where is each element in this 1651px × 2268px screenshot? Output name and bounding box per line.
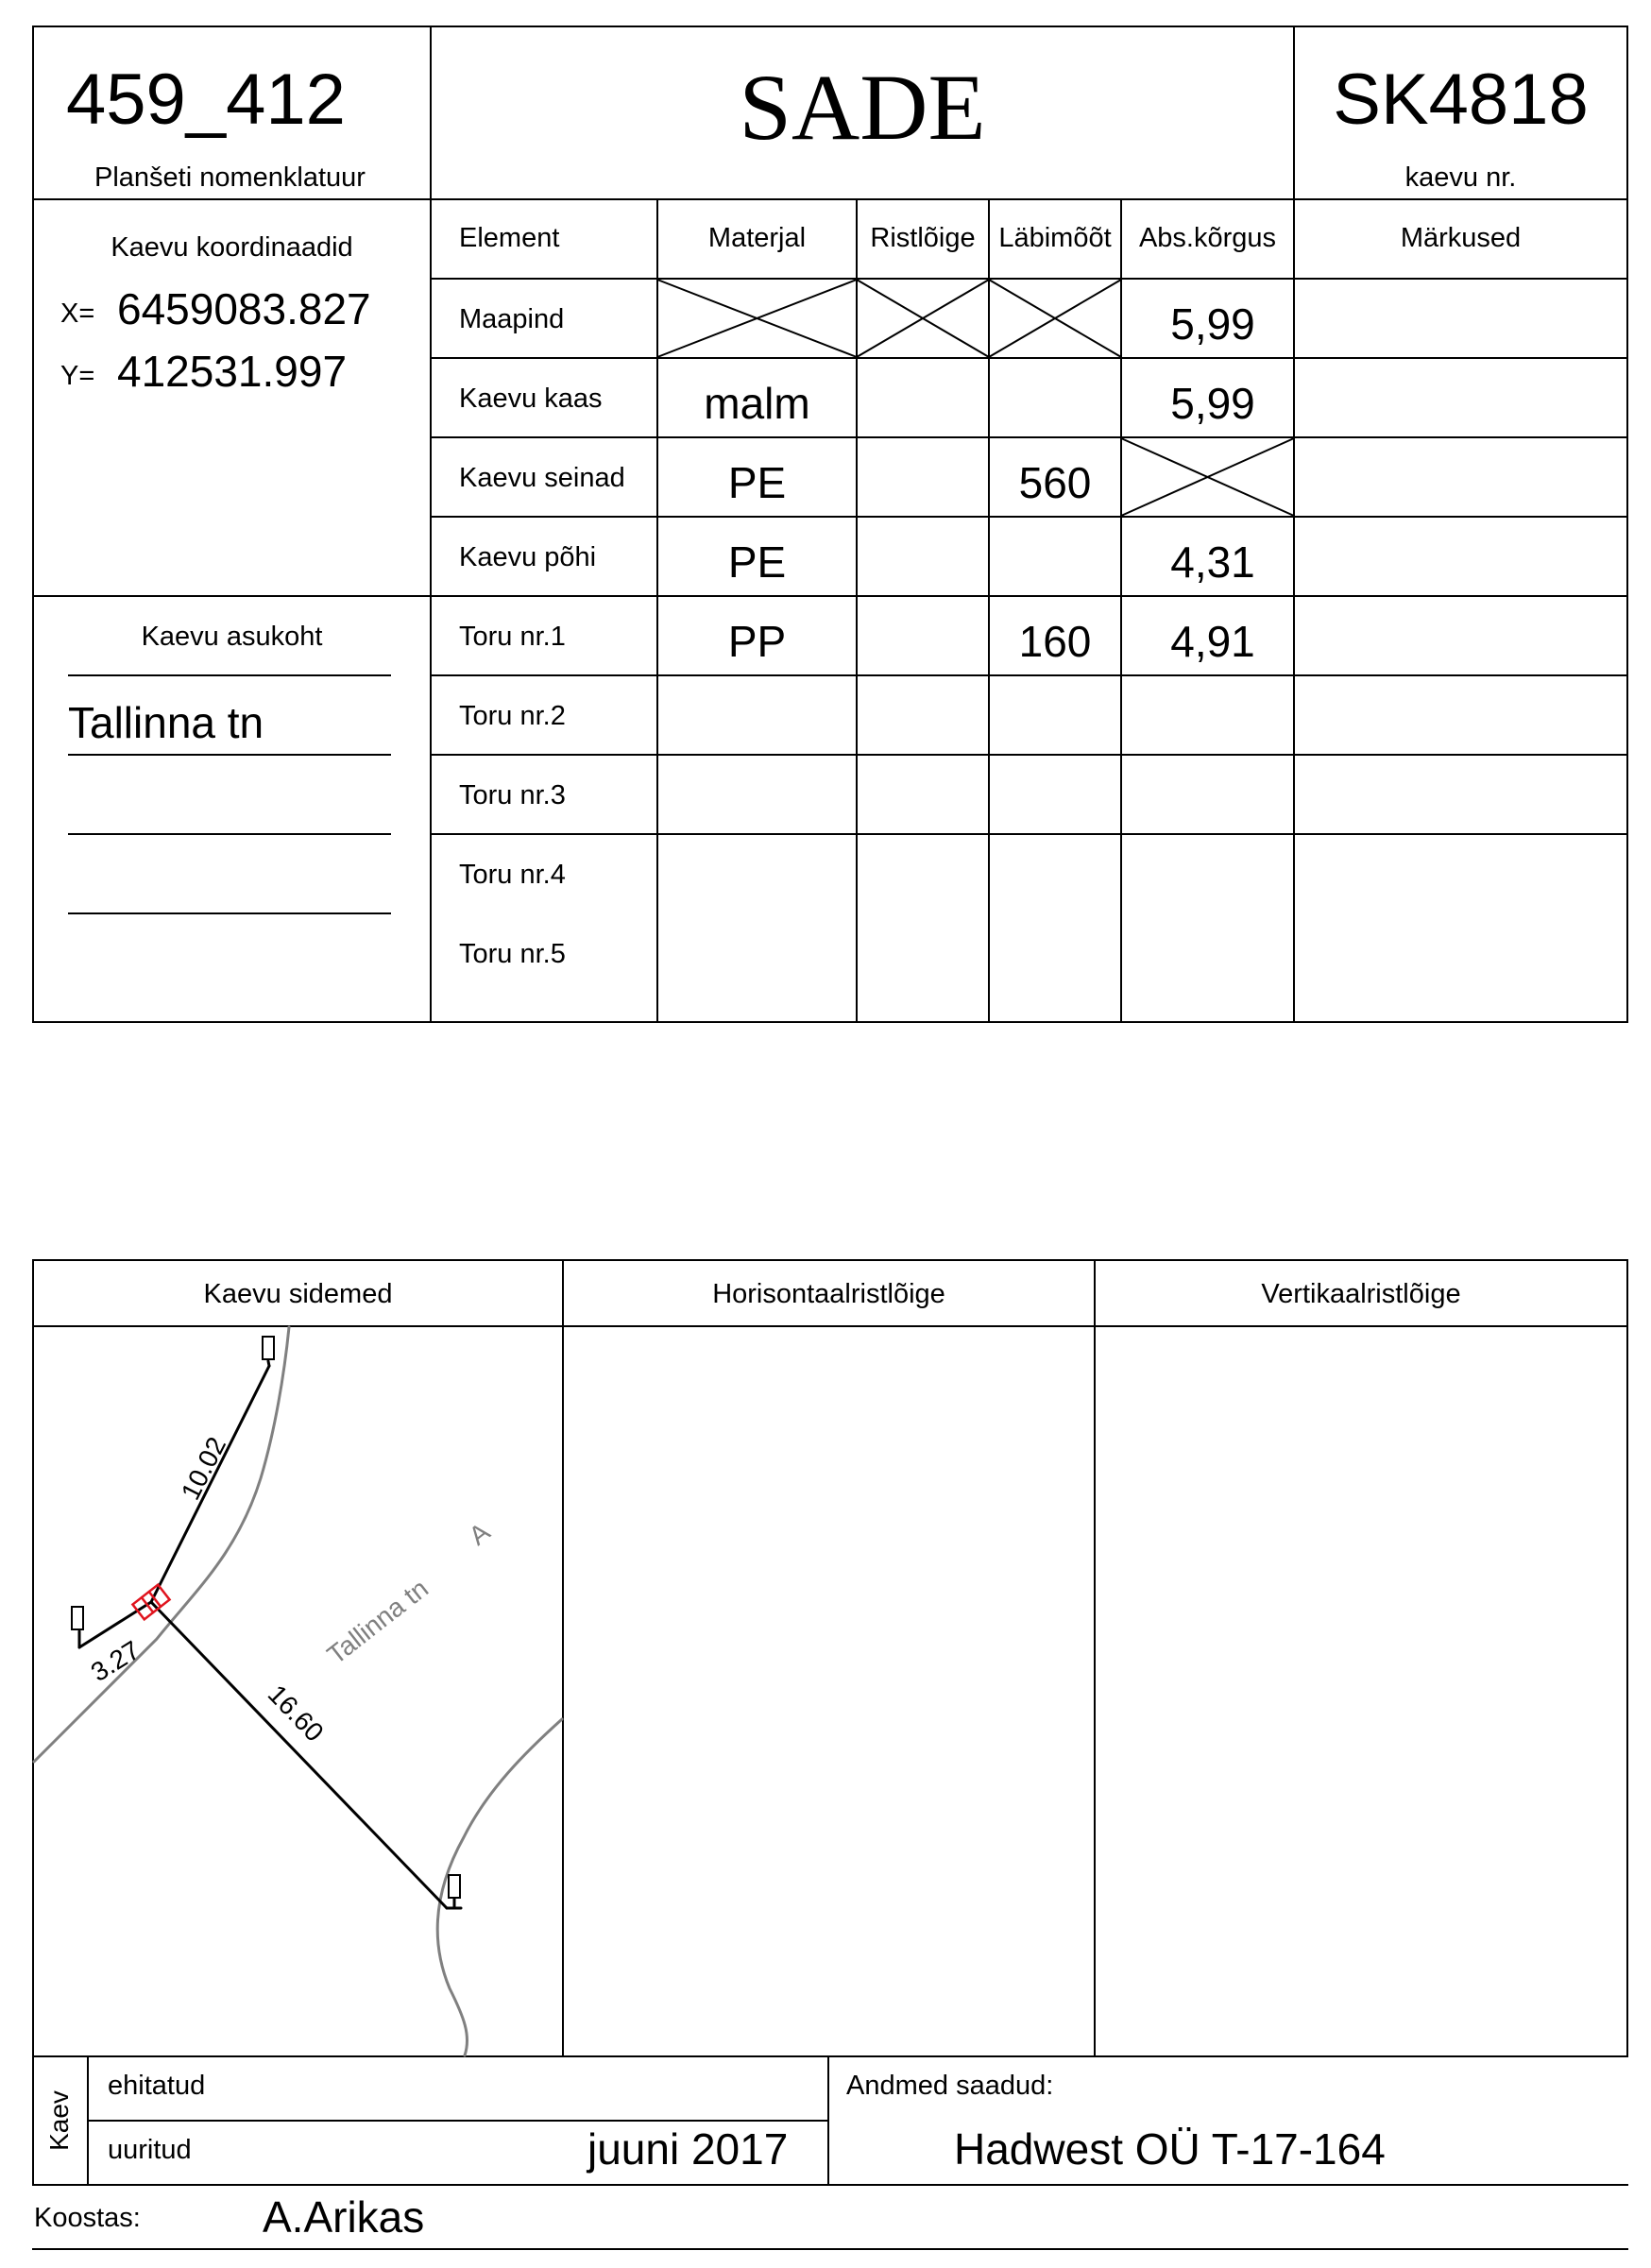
header-element: Element xyxy=(459,223,560,253)
header-diameter: Läbimõõt xyxy=(998,223,1112,253)
table-row-element: Toru nr.3 xyxy=(459,780,566,810)
tie-distance-label: 3.27 xyxy=(85,1634,145,1688)
author-label: Koostas: xyxy=(34,2203,141,2233)
street-letter-label: A xyxy=(463,1516,496,1551)
table-cell-diameter: 160 xyxy=(1018,617,1092,666)
col-header-horizontal-section: Horisontaalristlõige xyxy=(712,1279,945,1309)
table-row-element: Toru nr.2 xyxy=(459,701,566,731)
table-row-element: Toru nr.1 xyxy=(459,622,566,652)
header-notes: Märkused xyxy=(1400,223,1522,253)
tie-distance-label: 10.02 xyxy=(175,1432,232,1505)
surveyed-label: uuritud xyxy=(108,2135,192,2165)
data-source-value: Hadwest OÜ T-17-164 xyxy=(954,2124,1386,2174)
table-row-element: Maapind xyxy=(459,304,565,334)
table-cell-material: malm xyxy=(704,379,810,428)
table-cell-height: 5,99 xyxy=(1170,379,1255,428)
reference-marker-icon xyxy=(449,1875,460,1898)
tie-distance-label: 16.60 xyxy=(262,1679,330,1748)
location-value: Tallinna tn xyxy=(68,698,264,747)
location-label: Kaevu asukoht xyxy=(141,622,323,652)
reference-marker-icon xyxy=(72,1607,83,1629)
table-cell-material: PE xyxy=(727,537,787,587)
author-name: A.Arikas xyxy=(263,2192,425,2242)
table-row-element: Kaevu põhi xyxy=(459,542,597,572)
document-title: SADE xyxy=(739,55,986,160)
x-coordinate: 6459083.827 xyxy=(117,284,371,333)
table-row-element: Kaevu kaas xyxy=(459,384,603,414)
nomenclature-value: 459_412 xyxy=(66,60,346,140)
well-number: SK4818 xyxy=(1333,60,1589,140)
tie-line xyxy=(268,1361,269,1366)
table-cell-height: 4,31 xyxy=(1170,537,1255,587)
y-label: Y= xyxy=(60,361,95,391)
built-label: ehitatud xyxy=(108,2071,206,2101)
not-applicable-marks xyxy=(0,0,1651,1039)
side-label-well: Kaev xyxy=(44,2090,74,2151)
table-row-element: Kaevu seinad xyxy=(459,463,625,493)
header-abs-height: Abs.kõrgus xyxy=(1138,223,1277,253)
x-label: X= xyxy=(60,298,95,329)
table-cell-material: PP xyxy=(727,617,787,666)
col-header-connections: Kaevu sidemed xyxy=(203,1279,393,1309)
well-number-label: kaevu nr. xyxy=(1404,162,1517,193)
reference-marker-icon xyxy=(263,1337,274,1359)
table-cell-height: 5,99 xyxy=(1170,299,1255,349)
header-cross-section: Ristlõige xyxy=(870,223,976,253)
well-ties-sketch xyxy=(34,1327,562,2055)
tie-line xyxy=(79,1602,151,1647)
table-row-element: Toru nr.4 xyxy=(459,860,566,890)
table-cell-material: PE xyxy=(727,458,787,507)
surveyed-date: juuni 2017 xyxy=(587,2124,789,2174)
street-edge-line xyxy=(34,1327,289,1762)
tie-line xyxy=(151,1602,447,1908)
table-cell-diameter: 560 xyxy=(1018,458,1092,507)
col-header-vertical-section: Vertikaalristlõige xyxy=(1261,1279,1461,1309)
table-cell-height: 4,91 xyxy=(1170,617,1255,666)
nomenclature-label: Planšeti nomenklatuur xyxy=(94,162,366,193)
table-row-element: Toru nr.5 xyxy=(459,939,566,969)
street-name-label: Tallinna tn xyxy=(321,1573,434,1670)
coordinates-label: Kaevu koordinaadid xyxy=(111,232,353,263)
data-source-label: Andmed saadud: xyxy=(846,2071,1054,2101)
header-material: Materjal xyxy=(707,223,807,253)
y-coordinate: 412531.997 xyxy=(117,347,348,396)
